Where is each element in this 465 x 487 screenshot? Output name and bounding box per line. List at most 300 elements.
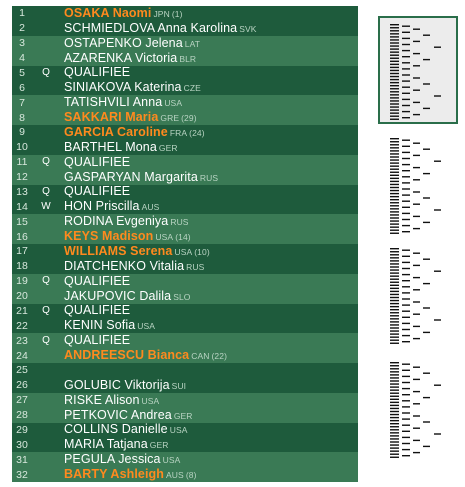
draw-row[interactable] [12, 95, 358, 110]
draw-position-number: 20 [16, 290, 28, 303]
player-name-text: BARTHEL Mona [64, 139, 157, 154]
player-name [64, 452, 182, 467]
player-country: GRE [160, 113, 180, 124]
draw-row[interactable] [12, 170, 358, 185]
bracket-line-r2 [402, 111, 410, 112]
bracket-line-r3 [413, 77, 420, 78]
player-seed: (14) [175, 232, 191, 243]
player-name [64, 303, 134, 318]
entry-status: Q [42, 156, 50, 168]
bracket-line-r1 [390, 150, 399, 151]
draw-row[interactable] [12, 66, 358, 81]
player-name [64, 259, 206, 274]
bracket-line-r3 [413, 253, 420, 254]
bracket-line-r1 [390, 85, 399, 86]
bracket-line-r1 [390, 51, 399, 52]
draw-row[interactable] [12, 199, 358, 214]
player-country: USA [141, 395, 160, 406]
bracket-line-r2 [402, 406, 410, 407]
draw-row[interactable] [12, 452, 358, 467]
player-name-text: PEGULA Jessica [64, 452, 161, 467]
player-name [64, 170, 220, 185]
bracket-line-r1 [390, 386, 399, 387]
player-country: SUI [171, 380, 187, 391]
draw-row[interactable] [12, 51, 358, 66]
bracket-line-r2 [402, 105, 410, 106]
player-name [64, 155, 134, 170]
player-country: SLO [173, 291, 191, 302]
draw-row[interactable] [12, 259, 358, 274]
bracket-line-r1 [390, 202, 399, 203]
bracket-line-r1 [390, 447, 399, 448]
bracket-line-r1 [390, 389, 399, 390]
player-name-text: RISKE Alison [64, 392, 140, 407]
draw-row[interactable] [12, 289, 358, 304]
bracket-line-r4 [423, 397, 430, 398]
bracket-line-r1 [390, 377, 399, 378]
draw-position-number: 9 [19, 126, 25, 139]
player-name [64, 214, 191, 229]
bracket-line-r1 [390, 288, 399, 289]
player-name [64, 65, 134, 80]
draw-position-number: 28 [16, 409, 28, 422]
bracket-line-r3 [413, 191, 420, 192]
player-name-text: SAKKARI Maria [64, 110, 159, 125]
bracket-line-r1 [390, 144, 399, 145]
bracket-line-r2 [402, 117, 410, 118]
draw-position-number: 19 [16, 275, 28, 288]
player-country: LAT [184, 38, 201, 49]
bracket-line-r5 [434, 161, 441, 162]
bracket-line-r2 [402, 74, 410, 75]
bracket-line-r1 [390, 82, 399, 83]
draw-position-number: 3 [19, 37, 25, 50]
bracket-line-r1 [390, 27, 399, 28]
bracket-line-r3 [413, 403, 420, 404]
draw-position-number: 32 [16, 468, 28, 481]
player-seed: (22) [211, 351, 228, 362]
draw-row[interactable] [12, 304, 358, 319]
draw-row[interactable] [12, 378, 358, 393]
bracket-line-r2 [402, 80, 410, 81]
player-name-text: SINIAKOVA Katerina [64, 80, 182, 95]
bracket-line-r3 [413, 391, 420, 392]
bracket-line-r1 [390, 324, 399, 325]
bracket-line-r1 [390, 48, 399, 49]
draw-row[interactable] [12, 6, 358, 21]
player-name-text: PETKOVIC Andrea [64, 407, 172, 422]
player-name-text: QUALIFIEE [64, 303, 131, 318]
draw-row[interactable] [12, 80, 358, 95]
draw-position-number: 21 [16, 304, 28, 317]
bracket-line-r2 [402, 341, 410, 342]
draw-row[interactable] [12, 155, 358, 170]
bracket-line-r1 [390, 79, 399, 80]
bracket-line-r1 [390, 300, 399, 301]
player-name [64, 437, 171, 452]
bracket-line-r1 [390, 294, 399, 295]
bracket-line-r3 [413, 204, 420, 205]
draw-position-number: 7 [19, 96, 25, 109]
bracket-line-r1 [390, 333, 399, 334]
entry-status: W [41, 200, 51, 212]
bracket-line-r2 [402, 388, 410, 389]
bracket-line-r1 [390, 70, 399, 71]
bracket-line-r1 [390, 181, 399, 182]
bracket-line-r4 [423, 446, 430, 447]
bracket-line-r1 [390, 196, 399, 197]
bracket-line-r1 [390, 226, 399, 227]
bracket-line-r2 [402, 62, 410, 63]
bracket-line-r3 [413, 415, 420, 416]
player-country: AUS [141, 202, 160, 213]
bracket-line-r1 [390, 371, 399, 372]
draw-position-number: 2 [19, 22, 25, 35]
draw-row[interactable] [12, 36, 358, 51]
player-name-text: COLLINS Danielle [64, 422, 168, 437]
player-name [64, 408, 195, 423]
player-country: RUS [199, 172, 219, 183]
draw-position-number: 17 [16, 245, 28, 258]
bracket-line-r1 [390, 205, 399, 206]
entry-status: Q [42, 304, 50, 316]
player-name-text: GARCIA Caroline [64, 124, 168, 139]
bracket-line-r5 [434, 433, 441, 434]
player-name-text: GASPARYAN Margarita [64, 169, 198, 184]
bracket-line-r4 [423, 59, 430, 60]
player-name [64, 80, 203, 95]
bracket-line-r3 [413, 367, 420, 368]
bracket-line-r1 [390, 119, 399, 120]
bracket-line-r1 [390, 73, 399, 74]
bracket-line-r2 [402, 225, 410, 226]
player-name [64, 378, 188, 393]
bracket-line-r2 [402, 146, 410, 147]
player-country: FRA [169, 127, 188, 138]
player-seed: (8) [185, 470, 197, 481]
bracket-line-r3 [413, 277, 420, 278]
player-name [64, 274, 134, 289]
bracket-line-r4 [423, 283, 430, 284]
bracket-line-r1 [390, 312, 399, 313]
bracket-line-r1 [390, 159, 399, 160]
draw-position-number: 29 [16, 423, 28, 436]
bracket-line-r1 [390, 303, 399, 304]
bracket-line-r1 [390, 315, 399, 316]
bracket-line-r3 [413, 289, 420, 290]
bracket-line-r4 [423, 173, 430, 174]
draw-row[interactable] [12, 437, 358, 452]
bracket-overview[interactable] [378, 16, 462, 484]
bracket-line-r1 [390, 141, 399, 142]
bracket-line-r1 [390, 138, 399, 139]
player-country: USA [169, 425, 188, 436]
bracket-line-r3 [413, 326, 420, 327]
bracket-line-r1 [390, 24, 399, 25]
bracket-line-r1 [390, 454, 399, 455]
player-country: GER [149, 440, 169, 451]
draw-row[interactable] [12, 408, 358, 423]
draw-row[interactable] [12, 140, 358, 155]
bracket-line-r1 [390, 162, 399, 163]
bracket-line-r1 [390, 362, 399, 363]
bracket-line-r4 [423, 222, 430, 223]
bracket-line-r1 [390, 187, 399, 188]
player-country: AUS [166, 470, 184, 481]
bracket-line-r4 [423, 108, 430, 109]
player-name [64, 244, 210, 259]
bracket-line-r1 [390, 36, 399, 37]
draw-position-number: 18 [16, 260, 28, 273]
player-country: RUS [186, 261, 205, 272]
draw-row[interactable] [12, 214, 358, 229]
player-country: USA [155, 232, 174, 243]
bracket-line-r2 [402, 213, 410, 214]
player-name [64, 348, 227, 363]
draw-row[interactable] [12, 318, 358, 333]
bracket-line-r1 [390, 147, 399, 148]
bracket-line-r1 [390, 432, 399, 433]
player-name-text: QUALIFIEE [64, 65, 131, 80]
player-name-text: TATISHVILI Anna [64, 95, 163, 110]
bracket-line-r1 [390, 199, 399, 200]
bracket-line-r4 [423, 197, 430, 198]
bracket-line-r2 [402, 298, 410, 299]
player-country: RUS [170, 217, 189, 228]
bracket-line-r4 [423, 332, 430, 333]
player-name-text: MARIA Tatjana [64, 437, 148, 452]
draw-position-number: 24 [16, 349, 28, 362]
player-name-text: OSAKA Naomi [64, 5, 152, 20]
bracket-line-r1 [390, 248, 399, 249]
bracket-line-r2 [402, 335, 410, 336]
bracket-line-r1 [390, 109, 399, 110]
bracket-line-r2 [402, 140, 410, 141]
bracket-line-r1 [390, 42, 399, 43]
bracket-line-r1 [390, 217, 399, 218]
draw-position-number: 13 [16, 185, 28, 198]
bracket-line-r1 [390, 402, 399, 403]
draw-row[interactable] [12, 244, 358, 259]
bracket-line-r2 [402, 56, 410, 57]
draw-position-number: 12 [16, 171, 28, 184]
draw-position-number: 1 [19, 7, 25, 20]
bracket-line-r1 [390, 435, 399, 436]
bracket-line-r1 [390, 457, 399, 458]
bracket-line-r5 [434, 319, 441, 320]
player-name-text: OSTAPENKO Jelena [64, 35, 183, 50]
bracket-line-r2 [402, 274, 410, 275]
bracket-line-r2 [402, 455, 410, 456]
bracket-overview-lines [378, 16, 462, 484]
entry-status: Q [42, 185, 50, 197]
bracket-line-r1 [390, 251, 399, 252]
bracket-line-r2 [402, 164, 410, 165]
player-name [64, 95, 184, 110]
bracket-line-r1 [390, 266, 399, 267]
player-name-text: KEYS Madison [64, 229, 154, 244]
player-country: CAN [191, 351, 210, 362]
bracket-line-r1 [390, 260, 399, 261]
player-seed: (24) [189, 127, 205, 138]
draw-position-number: 11 [16, 156, 28, 169]
player-name-text: SCHMIEDLOVA Anna Karolina [64, 20, 238, 35]
player-name [64, 333, 134, 348]
player-name [64, 363, 68, 378]
draw-row[interactable] [12, 393, 358, 408]
bracket-line-r1 [390, 257, 399, 258]
draw-position-number: 8 [19, 111, 25, 124]
bracket-line-r1 [390, 429, 399, 430]
player-name-text: QUALIFIEE [64, 154, 131, 169]
bracket-line-r2 [402, 256, 410, 257]
bracket-line-r1 [390, 263, 399, 264]
bracket-line-r2 [402, 292, 410, 293]
bracket-line-r3 [413, 102, 420, 103]
draw-row[interactable] [12, 125, 358, 140]
draw-row[interactable] [12, 110, 358, 125]
bracket-line-r2 [402, 44, 410, 45]
bracket-line-r1 [390, 450, 399, 451]
bracket-line-r1 [390, 64, 399, 65]
bracket-line-r1 [390, 184, 399, 185]
bracket-line-r2 [402, 219, 410, 220]
player-name [64, 110, 197, 125]
bracket-line-r1 [390, 165, 399, 166]
draw-position-number: 16 [16, 230, 28, 243]
bracket-line-r1 [390, 269, 399, 270]
player-country: USA [164, 98, 183, 109]
player-name-text: JAKUPOVIC Dalila [64, 288, 172, 303]
entry-status: Q [42, 334, 50, 346]
player-name-text: RODINA Evgeniya [64, 214, 169, 229]
draw-row[interactable] [12, 363, 358, 378]
player-country: JPN [153, 8, 170, 19]
player-seed: (10) [194, 246, 210, 257]
bracket-line-r2 [402, 443, 410, 444]
bracket-line-r2 [402, 170, 410, 171]
bracket-line-r1 [390, 220, 399, 221]
bracket-line-r2 [402, 376, 410, 377]
player-country: BLR [179, 53, 197, 64]
bracket-line-r2 [402, 93, 410, 94]
bracket-line-r2 [402, 394, 410, 395]
bracket-line-r1 [390, 116, 399, 117]
player-name-text: HON Priscilla [64, 199, 140, 214]
bracket-line-r1 [390, 193, 399, 194]
player-name-text: QUALIFIEE [64, 333, 131, 348]
player-name [64, 125, 205, 140]
bracket-line-r2 [402, 50, 410, 51]
bracket-line-r2 [402, 280, 410, 281]
bracket-line-r2 [402, 449, 410, 450]
bracket-line-r3 [413, 41, 420, 42]
bracket-line-r1 [390, 106, 399, 107]
player-name-text: DIATCHENKO Vitalia [64, 258, 185, 273]
bracket-line-r1 [390, 169, 399, 170]
bracket-line-r1 [390, 103, 399, 104]
bracket-line-r1 [390, 365, 399, 366]
player-name [64, 6, 183, 21]
bracket-line-r1 [390, 408, 399, 409]
draw-position-number: 14 [16, 200, 28, 213]
bracket-line-r2 [402, 250, 410, 251]
draw-row[interactable] [12, 467, 358, 482]
bracket-line-r3 [413, 114, 420, 115]
bracket-line-r2 [402, 370, 410, 371]
player-name-text: AZARENKA Victoria [64, 50, 178, 65]
bracket-line-r1 [390, 112, 399, 113]
bracket-line-r2 [402, 26, 410, 27]
bracket-line-r1 [390, 156, 399, 157]
bracket-line-r1 [390, 291, 399, 292]
bracket-line-r3 [413, 90, 420, 91]
bracket-line-r2 [402, 231, 410, 232]
player-name [64, 184, 134, 199]
bracket-line-r1 [390, 55, 399, 56]
bracket-line-r1 [390, 211, 399, 212]
bracket-line-r1 [390, 208, 399, 209]
bracket-line-r1 [390, 175, 399, 176]
bracket-line-r1 [390, 383, 399, 384]
bracket-line-r3 [413, 314, 420, 315]
player-name-text: ANDREESCU Bianca [64, 348, 190, 363]
bracket-line-r2 [402, 87, 410, 88]
bracket-line-r2 [402, 311, 410, 312]
bracket-line-r3 [413, 452, 420, 453]
player-country: USA [137, 321, 156, 332]
draw-row[interactable] [12, 348, 358, 363]
bracket-line-r1 [390, 285, 399, 286]
draw-row[interactable] [12, 333, 358, 348]
draw-row[interactable] [12, 274, 358, 289]
bracket-line-r1 [390, 233, 399, 234]
bracket-line-r1 [390, 336, 399, 337]
bracket-line-r1 [390, 343, 399, 344]
bracket-line-r1 [390, 76, 399, 77]
player-name-text: QUALIFIEE [64, 273, 131, 288]
draw-row[interactable] [12, 423, 358, 438]
bracket-line-r1 [390, 426, 399, 427]
player-country: SVK [239, 23, 257, 34]
bracket-line-r2 [402, 201, 410, 202]
draw-position-number: 10 [16, 141, 28, 154]
bracket-line-r1 [390, 91, 399, 92]
bracket-line-r1 [390, 30, 399, 31]
bracket-line-r1 [390, 223, 399, 224]
bracket-line-r1 [390, 297, 399, 298]
bracket-line-r2 [402, 400, 410, 401]
bracket-line-r1 [390, 411, 399, 412]
bracket-line-r1 [390, 405, 399, 406]
draw-position-number: 22 [16, 319, 28, 332]
draw-row[interactable] [12, 229, 358, 244]
bracket-line-r1 [390, 414, 399, 415]
bracket-line-r1 [390, 61, 399, 62]
bracket-line-r3 [413, 301, 420, 302]
bracket-line-r1 [390, 423, 399, 424]
bracket-line-r2 [402, 68, 410, 69]
bracket-line-r1 [390, 39, 399, 40]
draw-row[interactable] [12, 21, 358, 36]
player-country: USA [162, 455, 181, 466]
bracket-line-r3 [413, 216, 420, 217]
bracket-line-r1 [390, 282, 399, 283]
draw-position-number: 31 [16, 453, 28, 466]
bracket-line-r2 [402, 262, 410, 263]
draw-row[interactable] [12, 185, 358, 200]
player-name-text: QUALIFIEE [64, 184, 131, 199]
